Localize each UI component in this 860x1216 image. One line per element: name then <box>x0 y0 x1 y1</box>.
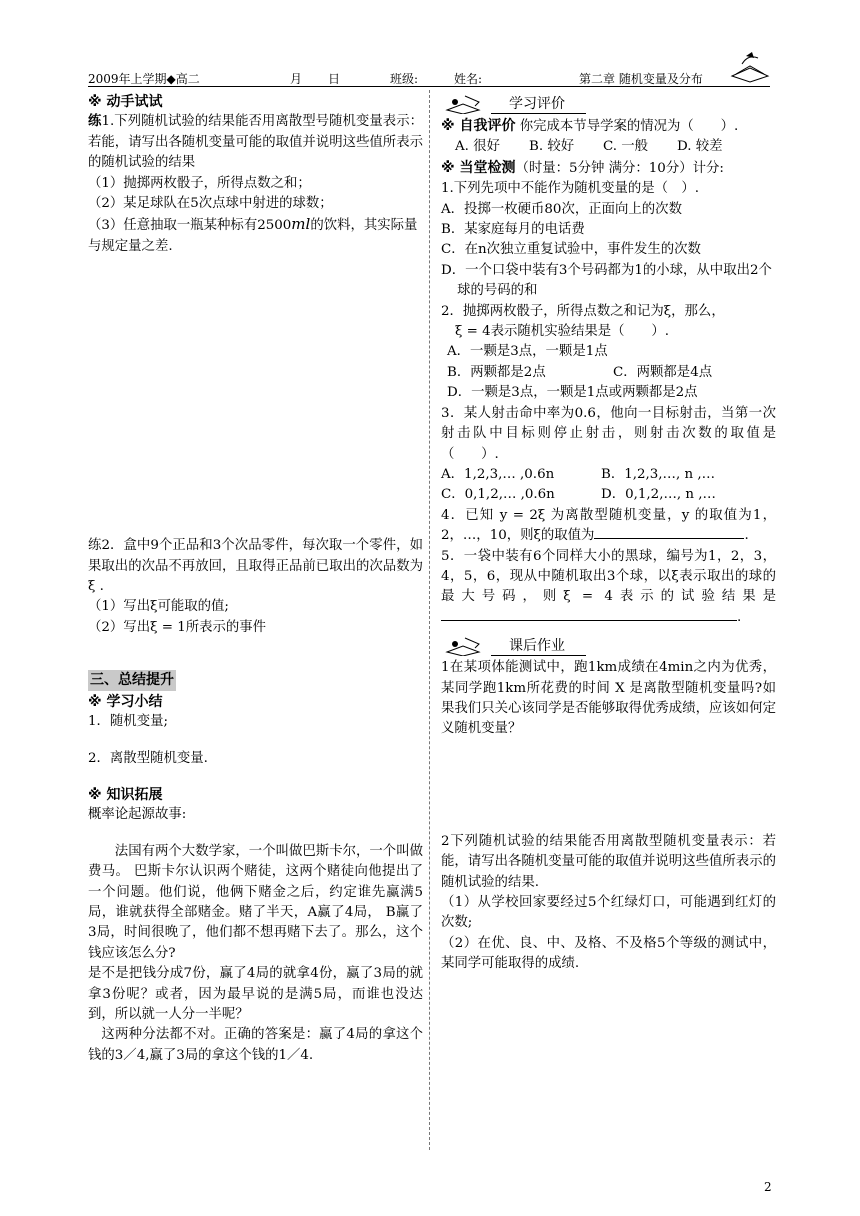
exercise-2: 练2．盒中9个正品和3个次品零件，每次取一个零件，如果取出的次品不再放回，且取得正品前已取出的次品数为ξ . <box>88 538 423 595</box>
reading-icon <box>445 92 489 114</box>
exercise-1-item-3-a: （3）任意抽取一瓶某种标有2500 <box>88 218 292 234</box>
extension-lead: 概率论起源故事: <box>88 807 187 823</box>
test-title: ※ 当堂检测 <box>441 159 516 176</box>
test-note: （时量：5分钟 满分：10分）计分: <box>515 160 724 176</box>
exercise-1-item-3-b: 的饮料，其实际量与规定量之差. <box>88 218 418 254</box>
q3-option-c: C．0,1,2,… ,0.6n <box>441 487 555 503</box>
q1-option-d: D．一个口袋中装有3个号码都为1的小球，从中取出2个球的号码的和 <box>441 262 772 299</box>
homework-1: 1在某项体能测试中，跑1km成绩在4min之内为优秀，某同学跑1km所花费的时间 X 是离散型随机变量吗?如果我们只关心该同学是否能够取得优秀成绩，应该如何定义随机变量？ <box>441 660 776 737</box>
self-eval-text: 你完成本节导学案的情况为（ ）. <box>519 119 739 134</box>
column-divider <box>429 90 430 1150</box>
q4-answer-blank[interactable] <box>594 538 744 539</box>
question-4: 4．已知 y = 2ξ 为离散型随机变量，y 的取值为1，2，…，10，则ξ的取值为 . <box>441 507 776 544</box>
question-3: 3．某人射击命中率为0.6，他向一目标射击，当第一次射击队中目标则停止射击，则射击次数的取值是（ ）. <box>441 405 776 462</box>
day-label: 日 <box>328 72 341 86</box>
exercise-2-item-1: （1）写出ξ可能取的值; <box>88 599 229 615</box>
story-paragraph-1: 法国有两个大数学家，一个叫做巴斯卡尔，一个叫做费马。 巴斯卡尔认识两个赌徒，这两个赌徒向他提出了一个问题。他们说，他俩下赌金之后，约定谁先赢满5局，谁就获得全部赌金。赌了半天，A赢了4局， B赢了3局，时间很晚了，他们都不想再赌下去了。那么，这个钱应该怎么分? <box>88 843 423 961</box>
page-header <box>88 66 768 88</box>
exercise-1-lead: 练 <box>88 114 102 130</box>
try-title: ※ 动手试试 <box>88 94 163 110</box>
question-1: 1.下列先项中不能作为随机变量的是（ ）. <box>441 181 700 197</box>
q1-option-b: B．某家庭每月的电话费 <box>441 222 585 238</box>
q5-answer-blank[interactable] <box>441 620 737 621</box>
q1-option-a: A．投掷一枚硬币80次，正面向上的次数 <box>441 201 682 217</box>
story-paragraph-3: 这两种分法都不对。正确的答案是：赢了4局的拿这个钱的3／4,赢了3局的拿这个钱的1／4. <box>88 1027 423 1063</box>
evaluation-banner-text: 学习评价 <box>509 96 565 112</box>
month-label: 月 <box>290 72 303 86</box>
q3-options-ab <box>441 465 776 485</box>
q3-option-a: A．1,2,3,… ,0.6n <box>441 466 555 482</box>
question-4-text: 4．已知 y = 2ξ 为离散型随机变量，y 的取值为1，2，…，10，则ξ的取值为 <box>441 507 776 544</box>
section-3-title: 三、总结提升 <box>88 670 176 690</box>
left-column <box>88 92 423 1066</box>
header-rule <box>88 86 770 87</box>
homework-banner <box>441 634 776 658</box>
summary-title: ※ 学习小结 <box>88 693 163 710</box>
homework-banner-line <box>491 655 586 656</box>
right-column <box>441 92 776 975</box>
extension-title: ※ 知识拓展 <box>88 786 163 803</box>
reading-icon <box>445 634 489 656</box>
q2-option-c: C．两颗都是4点 <box>613 364 713 380</box>
question-2: 2．抛掷两枚骰子，所得点数之和记为ξ，那么， <box>441 303 725 319</box>
q3-options-cd <box>441 485 776 505</box>
exercise-1-item-3 <box>88 214 423 257</box>
self-option-d: D. 较差 <box>677 139 723 155</box>
homework-2-item-2: （2）在优、良、中、及格、不及格5个等级的测试中，某同学可能取得的成绩. <box>441 935 776 972</box>
question-5-text: 5．一袋中装有6个同样大小的黑球，编号为1，2，3，4，5，6，现从中随机取出3个球，以ξ表示取出的球的最大号码，则ξ = 4表示的试验结果是 <box>441 548 776 605</box>
exercise-1-text: 1.下列随机试验的结果能否用离散型号随机变量表示：若能，请写出各随机变量可能的取值并说明这些值所表示的随机试验的结果 <box>88 114 424 171</box>
page-number: 2 <box>764 1180 772 1194</box>
homework-2-item-1: （1）从学校回家要经过5个红绿灯口，可能遇到红灯的次数; <box>441 895 776 931</box>
name-label: 姓名: <box>454 72 483 86</box>
evaluation-banner-line <box>491 113 586 114</box>
q3-option-d: D．0,1,2,…, n ,… <box>601 487 716 503</box>
q3-option-b: B．1,2,3,…, n ,… <box>601 466 715 482</box>
exercise-2-item-2: （2）写出ξ = 1所表示的事件 <box>88 619 267 635</box>
q2-option-a: A．一颗是3点，一颗是1点 <box>447 344 608 360</box>
q2-options-bc <box>441 363 776 383</box>
exercise-1 <box>88 112 423 173</box>
question-5: 5．一袋中装有6个同样大小的黑球，编号为1，2，3，4，5，6，现从中随机取出3个球，以ξ表示取出的球的最大号码，则ξ = 4表示的试验结果是. <box>441 548 776 625</box>
class-label: 班级: <box>390 72 419 86</box>
q1-option-c: C．在n次独立重复试验中，事件发生的次数 <box>441 242 701 258</box>
exercise-1-item-2: （2）某足球队在5次点球中射进的球数； <box>88 196 333 212</box>
homework-2: 2下列随机试验的结果能否用离散型随机变量表示：若能，请写出各随机变量可能的取值并说明这些值所表示的随机试验的结果. <box>441 833 776 890</box>
evaluation-banner <box>441 92 776 116</box>
exercise-1-item-3-unit: ml <box>291 215 311 234</box>
q2-option-b: B．两颗都是2点 <box>447 364 546 380</box>
self-option-a: A. 很好 <box>455 139 500 155</box>
chapter-label: 第二章 随机变量及分布 <box>579 72 703 86</box>
self-eval-title: ※ 自我评价 <box>441 118 516 134</box>
exercise-1-item-1: （1）抛掷两枚骰子，所得点数之和； <box>88 175 311 191</box>
summary-item-2: 2．离散型随机变量. <box>88 750 208 766</box>
self-option-c: C. 一般 <box>603 139 649 155</box>
self-option-b: B. 较好 <box>529 139 575 155</box>
book-icon <box>728 50 772 84</box>
q2-option-d: D．一颗是3点，一颗是1点或两颗都是2点 <box>447 385 698 401</box>
summary-item-1: 1．随机变量; <box>88 714 168 730</box>
self-eval-options <box>441 137 776 157</box>
story-paragraph-2: 是不是把钱分成7份，赢了4局的就拿4份，赢了3局的就拿3份呢？或者，因为最早说的是满5局，而谁也没达到，所以就一人分一半呢？ <box>88 966 423 1022</box>
term-label: 2009年上学期◆高二 <box>88 72 200 86</box>
homework-banner-text: 课后作业 <box>509 638 565 655</box>
question-2-b: ξ = 4表示随机实验结果是（ ）. <box>455 324 669 340</box>
